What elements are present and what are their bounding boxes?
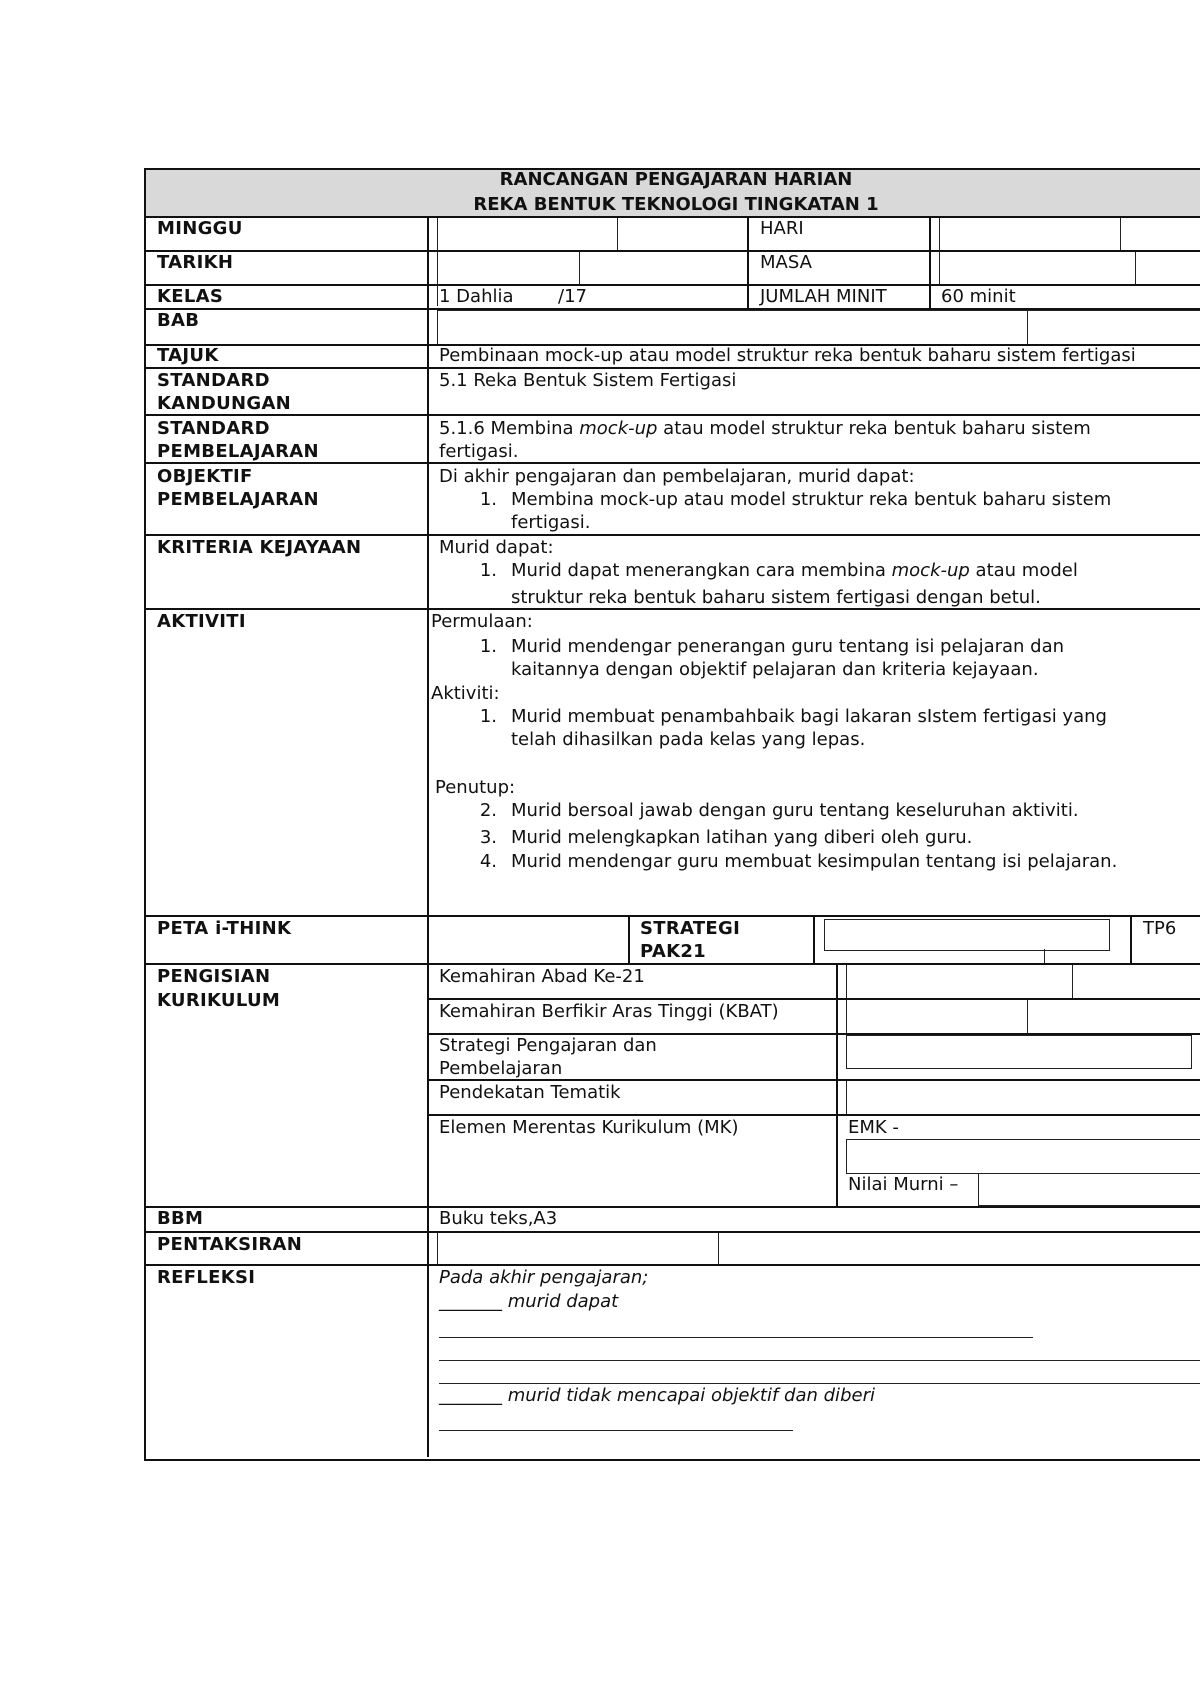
cell-border [846,965,847,998]
page-subtitle: REKA BENTUK TEKNOLOGI TINGKATAN 1 [473,194,879,215]
row-divider [144,284,1200,286]
label-jumlah-minit: JUMLAH MINIT [760,286,887,307]
cell-border [1044,949,1045,963]
label-refleksi: REFLEKSI [157,1267,256,1288]
cell-border [437,310,438,344]
penutup-item: 4. Murid mendengar guru membuat kesimpulan tentang isi pelajaran. [479,851,1118,872]
label-hari: HARI [760,218,804,239]
label-standard-kandungan: STANDARD [157,370,270,391]
label-kriteria: KRITERIA KEJAYAAN [157,537,362,558]
tp6-label: TP6 [1143,918,1177,939]
label-objektif: OBJEKTIF [157,466,253,487]
label-tarikh: TARIKH [157,252,234,273]
cell-border [437,310,1200,311]
label-strategi: STRATEGI [640,918,741,939]
standard-pembelajaran-value-2: fertigasi. [439,441,519,462]
pendekatan-label: Pendekatan Tematik [439,1082,621,1103]
refleksi-intro: Pada akhir pengajaran; [439,1267,649,1288]
cell-border [437,1233,438,1264]
cell-border [1120,218,1121,250]
label-pengisian: PENGISIAN [157,966,271,987]
aktiviti-item: 1. Murid membuat penambahbaik bagi lakaran sIstem fertigasi yang [479,706,1107,727]
label-standard-pembelajaran: STANDARD [157,418,270,439]
cell-border [579,252,580,284]
cell-border [1027,1000,1028,1033]
label-kelas: KELAS [157,286,224,307]
column-divider [1130,915,1132,963]
kriteria-intro: Murid dapat: [439,537,554,558]
column-divider [427,216,429,1457]
row-divider [144,1206,1200,1208]
nilai-murni-label: Nilai Murni – [848,1174,959,1195]
bbm-value: Buku teks,A3 [439,1208,558,1229]
cell-border [939,218,940,284]
emk-label: EMK - [848,1117,899,1138]
elemen-label: Elemen Merentas Kurikulum (MK) [439,1117,739,1138]
label-standard-kandungan-2: KANDUNGAN [157,393,292,414]
cell-border [1135,252,1136,284]
permulaan-item: 1. Murid mendengar penerangan guru tentang isi pelajaran dan [479,636,1065,657]
strategy-input-box[interactable] [824,919,1110,951]
cell-border [437,218,438,306]
standard-kandungan-value: 5.1 Reka Bentuk Sistem Fertigasi [439,370,737,391]
kemahiran-abad-label: Kemahiran Abad Ke-21 [439,966,645,987]
aktiviti-label: Aktiviti: [431,683,500,704]
strategi-pdp-label: Strategi Pengajaran dan [439,1035,657,1056]
kelas-value: 1 Dahlia [439,286,514,307]
jumlah-minit-value: 60 minit [941,286,1016,307]
label-pak21: PAK21 [640,941,706,962]
label-aktiviti: AKTIVITI [157,611,246,632]
label-tajuk: TAJUK [157,345,219,366]
standard-pembelajaran-value: 5.1.6 Membina mock-up atau model struktur reka bentuk baharu sistem [439,418,1091,439]
objektif-intro: Di akhir pengajaran dan pembelajaran, murid dapat: [439,466,915,487]
cell-border [1027,310,1028,344]
refleksi-writing-line[interactable] [439,1430,793,1431]
cell-border [846,1081,847,1114]
label-peta-ithink: PETA i-THINK [157,918,292,939]
row-divider [144,1264,1200,1266]
penutup-item: 3. Murid melengkapkan latihan yang diberi oleh guru. [479,827,973,848]
label-masa: MASA [760,252,812,273]
row-divider [144,1231,1200,1233]
penutup-item: 2. Murid bersoal jawab dengan guru tentang keseluruhan aktiviti. [479,800,1079,821]
label-objektif-2: PEMBELAJARAN [157,489,319,510]
row-divider [144,414,1200,416]
column-divider [813,915,815,963]
cell-border [1072,965,1073,998]
strategi-pdp-label-2: Pembelajaran [439,1058,563,1079]
nilai-input-box[interactable] [978,1173,1200,1206]
refleksi-writing-line[interactable] [439,1360,1200,1361]
aktiviti-item-cont: telah dihasilkan pada kelas yang lepas. [511,729,866,750]
label-bab: BAB [157,310,200,331]
column-divider [628,915,630,963]
objektif-item: 1. Membina mock-up atau model struktur reka bentuk baharu sistem [479,489,1112,510]
cell-border [846,1139,847,1173]
label-standard-pembelajaran-2: PEMBELAJARAN [157,441,319,462]
row-divider [144,216,1200,218]
cell-border [846,1000,847,1033]
kelas-count: /17 [558,286,587,307]
label-minggu: MINGGU [157,218,243,239]
objektif-item-cont: fertigasi. [511,512,591,533]
tajuk-value: Pembinaan mock-up atau model struktur reka bentuk baharu sistem fertigasi [439,345,1136,366]
column-divider [747,216,749,308]
permulaan-label: Permulaan: [431,611,533,632]
kriteria-item-cont: struktur reka bentuk baharu sistem fertigasi dengan betul. [511,587,1041,608]
strategy-pdp-box[interactable] [846,1035,1192,1069]
label-pentaksiran: PENTAKSIRAN [157,1234,303,1255]
label-kurikulum: KURIKULUM [157,990,281,1011]
cell-border [846,1139,1200,1140]
refleksi-line-1: _______ murid dapat [439,1291,619,1312]
kriteria-item: 1. Murid dapat menerangkan cara membina mock-up atau model [479,560,1078,581]
cell-border [617,218,618,250]
row-divider [144,963,1200,965]
column-divider [929,216,931,308]
page-title: RANCANGAN PENGAJARAN HARIAN [499,169,853,190]
permulaan-item-cont: kaitannya dengan objektif pelajaran dan kriteria kejayaan. [511,659,1039,680]
label-bbm: BBM [157,1208,204,1229]
row-divider [144,250,1200,252]
refleksi-writing-line[interactable] [439,1337,1033,1338]
kbat-label: Kemahiran Berfikir Aras Tinggi (KBAT) [439,1001,779,1022]
penutup-label: Penutup: [435,777,516,798]
column-divider [836,963,838,1206]
cell-border [718,1233,719,1264]
refleksi-line-2: _______ murid tidak mencapai objektif dan diberi [439,1385,875,1406]
